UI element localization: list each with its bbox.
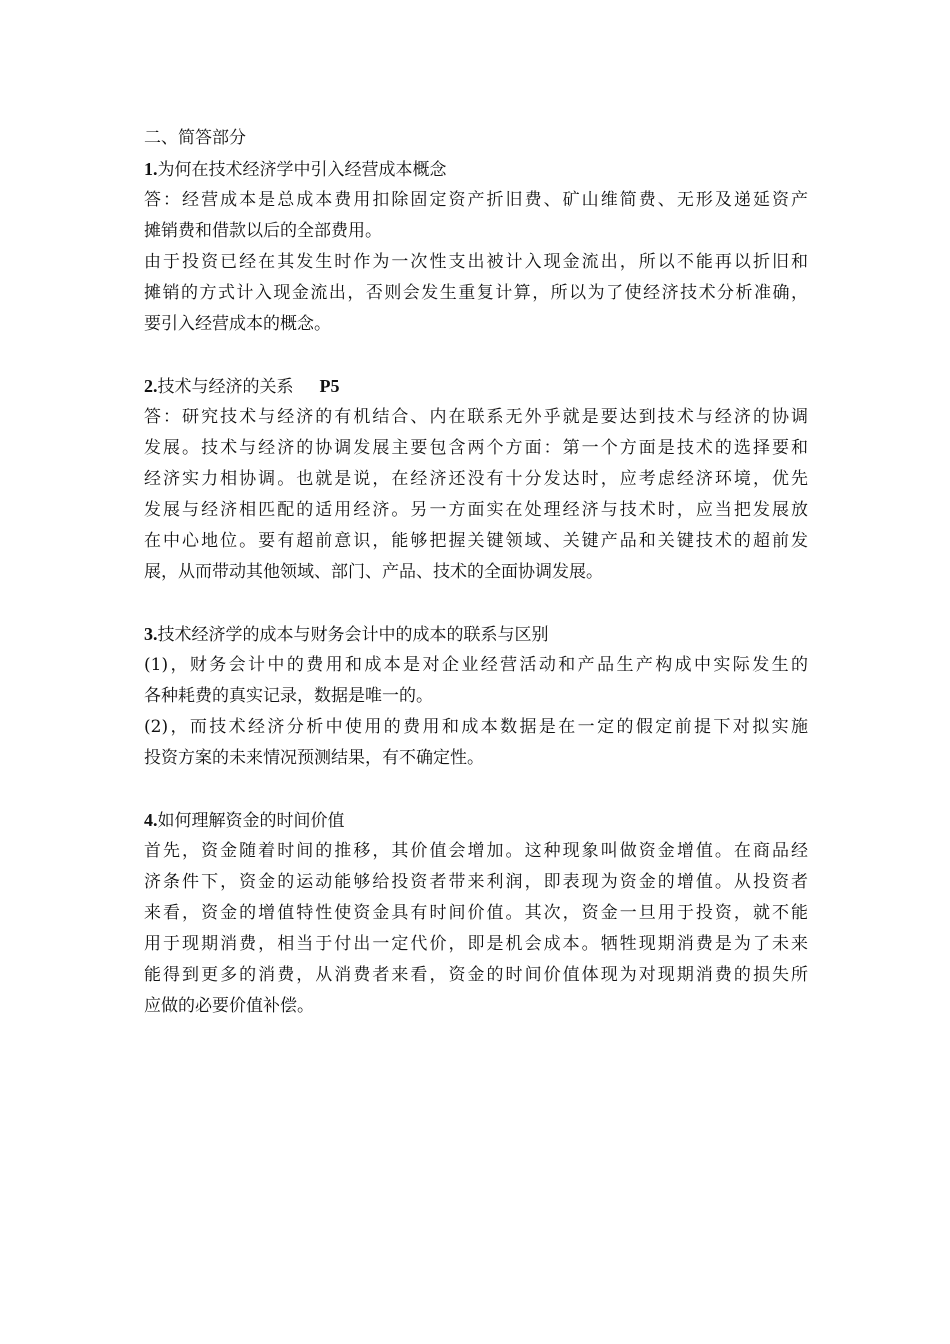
- question-1-line: 摊销的方式计入现金流出，否则会发生重复计算，所以为了使经济技术分析准确，: [144, 283, 808, 303]
- question-3: [144, 619, 808, 774]
- paragraph-gap: [144, 588, 808, 619]
- question-1-line: 由于投资已经在其发生时作为一次性支出被计入现金流出，所以不能再以折旧和: [144, 252, 808, 272]
- question-4-line: 首先，资金随着时间的推移，其价值会增加。这种现象叫做资金增值。在商品经: [144, 841, 808, 861]
- question-1-title: 为何在技术经济学中引入经营成本概念: [157, 160, 447, 180]
- page-reference: P5: [319, 376, 340, 396]
- paragraph-gap: [144, 774, 808, 805]
- question-3-line: 投资方案的未来情况预测结果，有不确定性。: [144, 748, 484, 768]
- question-2: [144, 371, 808, 588]
- question-2-line: 发展。技术与经济的协调发展主要包含两个方面：第一个方面是技术的选择要和: [144, 438, 808, 458]
- question-4-line: 济条件下，资金的运动能够给投资者带来利润，即表现为资金的增值。从投资者: [144, 872, 808, 892]
- question-1: [144, 154, 808, 340]
- question-4-heading: [144, 805, 808, 836]
- question-2-line: 发展与经济相匹配的适用经济。另一方面实在处理经济与技术时，应当把发展放: [144, 500, 808, 520]
- question-2-line: 在中心地位。要有超前意识，能够把握关键领域、关键产品和关键技术的超前发: [144, 531, 808, 551]
- document-body: [144, 123, 808, 1022]
- question-2-number: 2.: [144, 376, 158, 396]
- question-2-line: 答：研究技术与经济的有机结合、内在联系无外乎就是要达到技术与经济的协调: [144, 407, 808, 427]
- question-1-line: 答：经营成本是总成本费用扣除固定资产折旧费、矿山维简费、无形及递延资产: [144, 190, 808, 210]
- question-1-line: 摊销费和借款以后的全部费用。: [144, 221, 382, 241]
- question-2-line: 展，从而带动其他领域、部门、产品、技术的全面协调发展。: [144, 562, 603, 582]
- question-3-line: (1)，财务会计中的费用和成本是对企业经营活动和产品生产构成中实际发生的: [144, 655, 808, 675]
- question-3-line: 各种耗费的真实记录，数据是唯一的。: [144, 686, 433, 706]
- question-4-number: 4.: [144, 810, 158, 830]
- question-2-title: 技术与经济的关系: [157, 377, 294, 397]
- question-3-number: 3.: [144, 624, 158, 644]
- paragraph-gap: [144, 340, 808, 371]
- question-2-heading: [144, 371, 808, 402]
- section-title: 二、简答部分: [144, 128, 246, 148]
- question-1-number: 1.: [144, 159, 158, 179]
- question-3-heading: [144, 619, 808, 650]
- question-2-line: 经济实力相协调。也就是说，在经济还没有十分发达时，应考虑经济环境，优先: [144, 469, 808, 489]
- question-1-line: 要引入经营成本的概念。: [144, 314, 331, 334]
- question-4-line: 能得到更多的消费，从消费者来看，资金的时间价值体现为对现期消费的损失所: [144, 965, 808, 985]
- question-1-heading: [144, 154, 808, 185]
- question-4-line: 来看，资金的增值特性使资金具有时间价值。其次，资金一旦用于投资，就不能: [144, 903, 808, 923]
- question-4-line: 应做的必要价值补偿。: [144, 996, 314, 1016]
- question-3-line: (2)，而技术经济分析中使用的费用和成本数据是在一定的假定前提下对拟实施: [144, 717, 808, 737]
- question-3-title: 技术经济学的成本与财务会计中的成本的联系与区别: [157, 625, 549, 645]
- question-4-title: 如何理解资金的时间价值: [157, 811, 345, 831]
- question-4-line: 用于现期消费，相当于付出一定代价，即是机会成本。牺牲现期消费是为了未来: [144, 934, 808, 954]
- question-4: [144, 805, 808, 1022]
